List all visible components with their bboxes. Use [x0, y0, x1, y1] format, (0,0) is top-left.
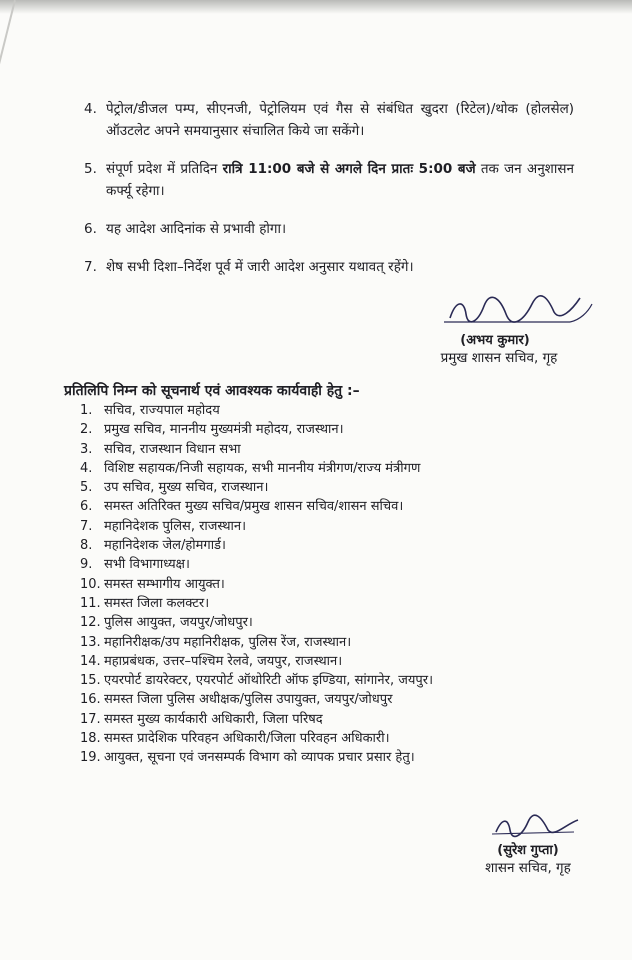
- list-item-number: 7.: [80, 518, 93, 534]
- clause-text-part: संपूर्ण प्रदेश में प्रतिदिन: [106, 161, 223, 177]
- page-top-edge: [0, 0, 632, 14]
- list-item-text: सचिव, राजस्थान विधान सभा: [104, 441, 241, 457]
- list-item: [80, 536, 600, 555]
- list-item: [80, 517, 600, 536]
- list-item-number: 13.: [80, 634, 101, 650]
- clause-number: 4.: [84, 101, 97, 117]
- order-clauses: [84, 98, 574, 294]
- list-item-text: समस्त जिला कलक्टर।: [104, 595, 210, 611]
- curfew-hours: रात्रि 11:00 बजे से अगले दिन प्रातः 5:00 बजे: [222, 161, 476, 177]
- signatory-designation: शासन सचिव, गृह: [485, 860, 571, 876]
- list-item-text: समस्त मुख्य कार्यकारी अधिकारी, जिला परिषद: [104, 711, 323, 727]
- signature-block-secretary: [448, 814, 608, 876]
- handwritten-signature: [420, 292, 600, 330]
- clause-4: [84, 98, 574, 142]
- clause-6: [84, 218, 574, 240]
- list-item-number: 8.: [80, 538, 93, 554]
- list-item: [80, 575, 600, 594]
- distribution-list: [80, 401, 600, 768]
- list-item: [80, 459, 600, 478]
- list-item-number: 16.: [80, 692, 101, 708]
- list-item-text: सभी विभागाध्यक्ष।: [104, 557, 190, 573]
- clause-7: [84, 256, 574, 278]
- list-item-text: महाप्रबंधक, उत्तर–पश्चिम रेलवे, जयपुर, राजस्थान।: [104, 653, 343, 669]
- copy-to-heading: प्रतिलिपि निम्न को सूचनार्थ एवं आवश्यक कार्यवाही हेतु :–: [64, 383, 360, 399]
- list-item-text: समस्त अतिरिक्त मुख्य सचिव/प्रमुख शासन सचिव/शासन सचिव।: [104, 499, 404, 515]
- list-item-number: 5.: [80, 480, 93, 496]
- clause-text: शेष सभी दिशा–निर्देश पूर्व में जारी आदेश अनुसार यथावत् रहेंगे।: [106, 259, 414, 275]
- list-item: [80, 555, 600, 574]
- clause-text: [106, 158, 574, 202]
- list-item-text: आयुक्त, सूचना एवं जनसम्पर्क विभाग को व्यापक प्रचार प्रसार हेतु।: [104, 750, 415, 766]
- list-item-number: 4.: [80, 460, 93, 476]
- list-item: [80, 633, 600, 652]
- signatory-name: (सुरेश गुप्ता): [497, 843, 559, 858]
- list-item-text: समस्त प्रादेशिक परिवहन अधिकारी/जिला परिवहन अधिकारी।: [104, 731, 390, 747]
- clause-text: यह आदेश आदिनांक से प्रभावी होगा।: [106, 221, 287, 237]
- list-item: [80, 613, 600, 632]
- list-item-number: 3.: [80, 441, 93, 457]
- list-item: [80, 671, 600, 690]
- list-item: [80, 652, 600, 671]
- list-item: [80, 729, 600, 748]
- list-item: [80, 710, 600, 729]
- list-item-number: 11.: [80, 595, 101, 611]
- clause-5: [84, 158, 574, 202]
- list-item-number: 17.: [80, 711, 101, 727]
- signatory-designation: प्रमुख शासन सचिव, गृह: [440, 350, 558, 366]
- list-item: [80, 497, 600, 516]
- list-item-text: महानिरीक्षक/उप महानिरीक्षक, पुलिस रेंज, राजस्थान।: [104, 634, 352, 650]
- list-item-text: प्रमुख सचिव, माननीय मुख्यमंत्री महोदय, राजस्थान।: [104, 422, 344, 438]
- list-item-number: 9.: [80, 557, 93, 573]
- list-item-text: समस्त जिला पुलिस अधीक्षक/पुलिस उपायुक्त, जयपुर/जोधपुर: [104, 692, 393, 708]
- list-item: [80, 690, 600, 709]
- list-item-number: 12.: [80, 615, 101, 631]
- signatory-name: (अभय कुमार): [460, 333, 530, 348]
- list-item-number: 18.: [80, 731, 101, 747]
- list-item: [80, 594, 600, 613]
- list-item-number: 10.: [80, 576, 101, 592]
- list-item-text: महानिदेशक पुलिस, राजस्थान।: [104, 518, 247, 534]
- signature-block-principal-secretary: [400, 292, 600, 366]
- list-item-text: उप सचिव, मुख्य सचिव, राजस्थान।: [104, 480, 269, 496]
- clause-number: 6.: [84, 221, 97, 237]
- list-item-text: महानिदेशक जेल/होमगार्ड।: [104, 538, 226, 554]
- list-item-text: एयरपोर्ट डायरेक्टर, एयरपोर्ट ऑथोरिटी ऑफ इण्डिया, सांगानेर, जयपुर।: [104, 673, 434, 689]
- list-item-number: 15.: [80, 673, 101, 689]
- clause-text: पेट्रोल/डीजल पम्प, सीएनजी, पेट्रोलियम एवं गैस से संबंधित खुदरा (रिटेल)/थोक (होलसेल) ऑउटलेट अपने समयानुसार संचालित किये जा सकेंगे।: [106, 101, 574, 139]
- list-item-number: 19.: [80, 750, 101, 766]
- list-item-number: 2.: [80, 422, 93, 438]
- list-item-text: विशिष्ट सहायक/निजी सहायक, सभी माननीय मंत्रीगण/राज्य मंत्रीगण: [104, 460, 421, 476]
- list-item: [80, 440, 600, 459]
- list-item-number: 14.: [80, 653, 101, 669]
- list-item-text: समस्त सम्भागीय आयुक्त।: [104, 576, 225, 592]
- list-item-number: 6.: [80, 499, 93, 515]
- list-item: [80, 478, 600, 497]
- list-item: [80, 748, 600, 767]
- list-item-text: सचिव, राज्यपाल महोदय: [104, 403, 220, 418]
- list-item-text: पुलिस आयुक्त, जयपुर/जोधपुर।: [104, 615, 253, 631]
- clause-text-part: तक जन अनुशासन कर्फ्यू रहेगा।: [106, 161, 574, 199]
- handwritten-signature: [478, 814, 598, 840]
- list-item: [80, 420, 600, 439]
- list-item-number: 1.: [80, 403, 93, 418]
- clause-number: 7.: [84, 259, 97, 275]
- list-item: [80, 401, 600, 420]
- clause-number: 5.: [84, 161, 97, 177]
